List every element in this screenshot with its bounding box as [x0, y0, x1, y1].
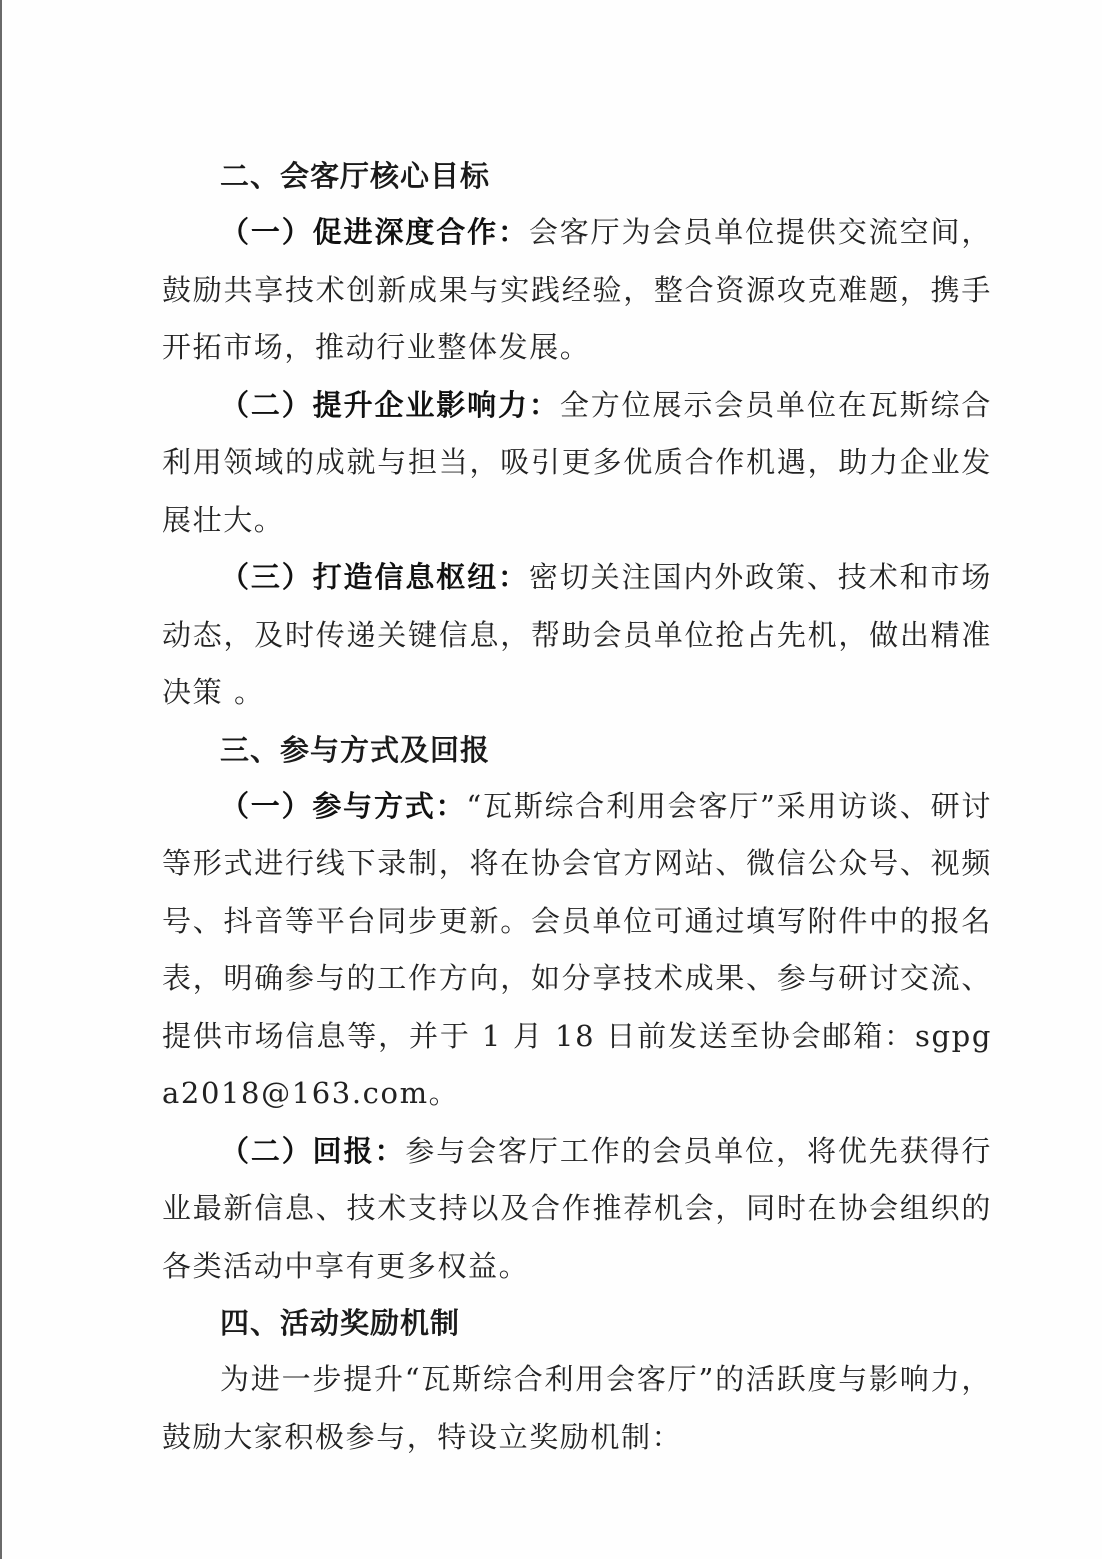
paragraph-lead: （一）参与方式：: [220, 788, 467, 823]
paragraph-participation-reward: [162, 1123, 992, 1296]
paragraph-lead: （二）回报：: [220, 1133, 406, 1168]
paragraph-incentives-intro: 为进一步提升“瓦斯综合利用会客厅”的活跃度与影响力，鼓励大家积极参与，特设立奖励机制：: [162, 1362, 992, 1454]
paragraph-lead: （三）打造信息枢纽：: [220, 560, 529, 594]
paragraph-text: 密切关注国内外政策、技术和市场动态，及时传递关键信息，帮助会员单位抢占先机，做出精准决策 。: [162, 560, 992, 709]
paragraph-goal-influence: [162, 377, 992, 550]
section-heading-incentives: 四、活动奖励机制: [220, 1306, 461, 1340]
paragraph-lead: （二）提升企业影响力：: [220, 387, 560, 422]
paragraph-participation-method: [162, 778, 992, 1123]
paragraph-text: “瓦斯综合利用会客厅”采用访谈、研讨等形式进行线下录制，将在协会官方网站、微信公众号、视频号、抖音等平台同步更新。会员单位可通过填写附件中的报名表，明确参与的工作方向，如分享技术成果、参与研讨交流、提供市场信息等，并于 1 月 18 日前发送至协会邮箱：sgpga2018@163.com。: [162, 788, 992, 1110]
paragraph-text: 全方位展示会员单位在瓦斯综合利用领域的成就与担当，吸引更多优质合作机遇，助力企业发展壮大。: [162, 387, 992, 537]
paragraph-goal-info-hub: [162, 549, 992, 722]
paragraph-goal-cooperation: [162, 204, 992, 377]
document-body: [162, 148, 992, 1466]
section-heading-participation: 三、参与方式及回报: [220, 732, 491, 767]
paragraph-text: 参与会客厅工作的会员单位，将优先获得行业最新信息、技术支持以及合作推荐机会，同时在协会组织的各类活动中享有更多权益。: [162, 1133, 992, 1283]
paragraph-lead: （一）促进深度合作：: [220, 215, 529, 249]
section-heading-goals: 二、会客厅核心目标: [220, 159, 491, 193]
paragraph-text: 会客厅为会员单位提供交流空间，鼓励共享技术创新成果与实践经验，整合资源攻克难题，携手开拓市场，推动行业整体发展。: [162, 215, 992, 364]
